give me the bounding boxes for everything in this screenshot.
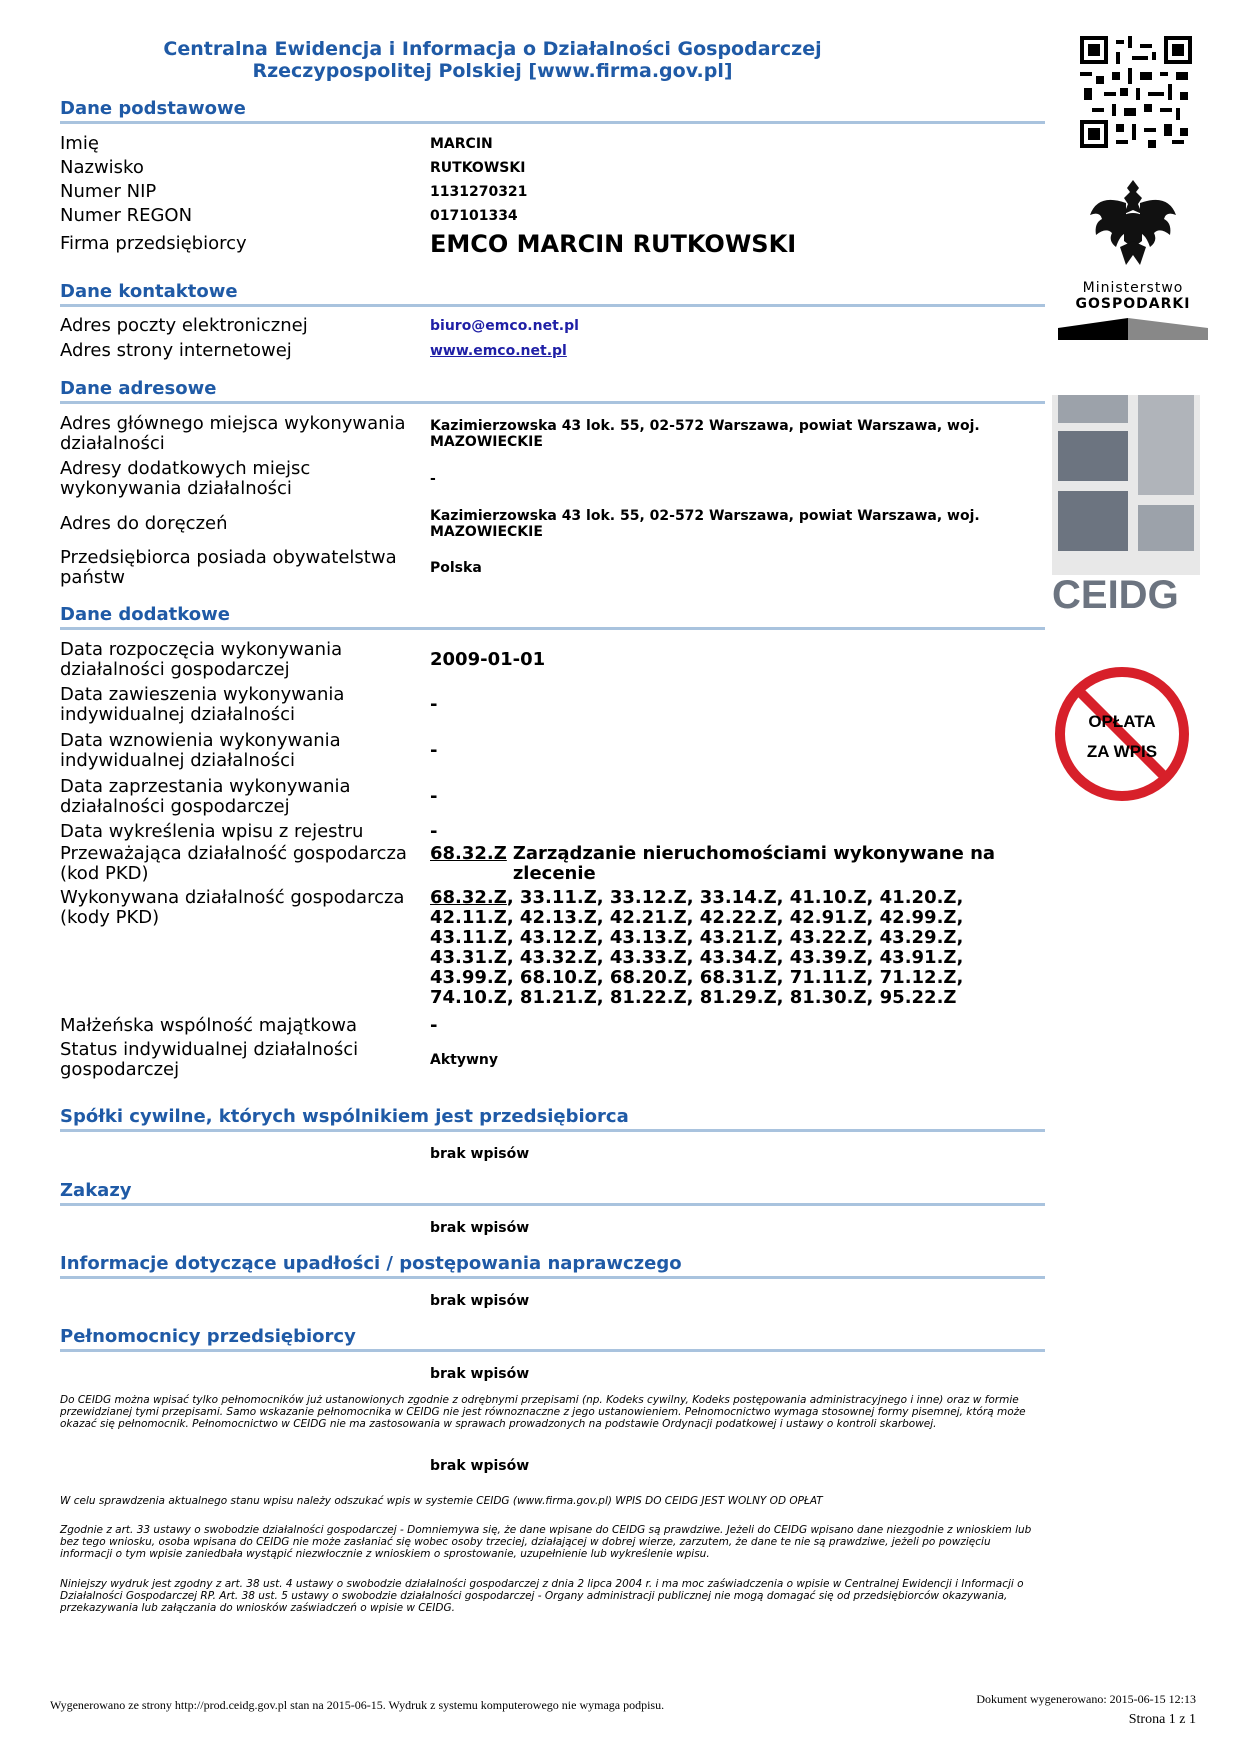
stamp-text-line2: ZA WPIS: [1086, 742, 1158, 761]
field-value: -: [430, 821, 438, 842]
footer-left: Wygenerowano ze strony http://prod.ceidg.gov.pl stan na 2015-06-15. Wydruk z systemu komputerowego nie wymaga podpisu.: [50, 1698, 665, 1712]
empty-value: brak wpisów: [430, 1458, 530, 1474]
field-value: -: [430, 786, 438, 807]
field-row: [60, 156, 1045, 180]
section-upadlosc: [60, 1253, 1045, 1309]
section-title: Pełnomocnicy przedsiębiorcy: [60, 1326, 1045, 1352]
section-title: Dane dodatkowe: [60, 604, 1045, 630]
note-pelnomocnicy: Do CEIDG można wpisać tylko pełnomocników już ustanowionych zgodnie z odrębnymi przepisami (np. Kodeks cywilny, Kodeks postępowania administracyjnego i inne) oraz w formie przewidzianej tymi przepisami. Samo wskazanie pełnomocnika w CEIDG nie jest równoznaczne z jego ustanowieniem. Pełnomocnictwo wymaga stosownej formy pisemnej, którą może okazać się pełnomocnik. Pełnomocnictwo w CEIDG nie ma zastosowania w sprawach prowadzonych na podstawie Ordynacji podatkowej i ustawy o kontroli skarbowej.: [60, 1394, 1026, 1430]
section-title: Spółki cywilne, których wspólnikiem jest przedsiębiorca: [60, 1106, 1045, 1132]
pkd-main-desc: Zarządzanie nieruchomościami wykonywane na zlecenie: [512, 843, 996, 884]
section-title: Zakazy: [60, 1180, 1045, 1206]
ministry-name-line2: GOSPODARKI: [1075, 296, 1191, 312]
field-label: Wykonywana działalność gospodarcza (kody PKD): [60, 887, 405, 928]
no-fee-stamp-icon: [1052, 664, 1192, 804]
empty-value: brak wpisów: [430, 1146, 530, 1162]
field-row: [60, 774, 1045, 820]
ceidg-wordmark: CEIDG: [1052, 573, 1179, 617]
section-title: Dane adresowe: [60, 378, 1045, 404]
footer-right: Dokument wygenerowano: 2015-06-15 12:13: [976, 1692, 1196, 1706]
page-number: Strona 1 z 1: [1128, 1712, 1196, 1727]
website-link[interactable]: www.emco.net.pl: [430, 343, 567, 359]
field-label: Firma przedsiębiorcy: [60, 233, 247, 254]
field-row: [60, 638, 1045, 682]
field-value: 1131270321: [430, 184, 528, 200]
section-dane-kontaktowe: [60, 281, 1045, 363]
field-row: [60, 502, 1045, 546]
section-dane-dodatkowe: [60, 604, 1045, 1082]
field-row: [60, 180, 1045, 204]
field-row: [60, 1014, 1045, 1038]
header-line1: Centralna Ewidencja i Informacja o Działalności Gospodarczej: [163, 38, 822, 60]
field-value: 2009-01-01: [430, 649, 546, 670]
section-title: Informacje dotyczące upadłości / postępowania naprawczego: [60, 1253, 1045, 1279]
field-row-pkd-main: [60, 844, 1045, 888]
field-value: Polska: [430, 560, 482, 576]
field-label: Data zawieszenia wykonywania indywidualnej działalności: [60, 684, 345, 725]
note-check: W celu sprawdzenia aktualnego stanu wpisu należy odszukać wpis w systemie CEIDG (www.firma.gov.pl) WPIS DO CEIDG JEST WOLNY OD OPŁAT: [60, 1495, 823, 1507]
stamp-text-line1: OPŁATA: [1088, 712, 1156, 731]
pkd-all-rest: , 33.11.Z, 33.12.Z, 33.14.Z, 41.10.Z, 41.20.Z, 42.11.Z, 42.13.Z, 42.21.Z, 42.22.Z, 42.91.Z, 42.99.Z, 43.11.Z, 43.12.Z, 43.13.Z, 43.21.Z, 43.22.Z, 43.29.Z, 43.31.Z, 43.32.Z, 43.33.Z, 43.34.Z, 43.39.Z, 43.91.Z, 43.99.Z, 68.10.Z, 68.20.Z, 68.31.Z, 71.11.Z, 71.12.Z, 74.10.Z, 81.21.Z, 81.22.Z, 81.29.Z, 81.30.Z, 95.22.Z: [430, 887, 964, 1008]
field-label: Numer NIP: [60, 181, 157, 202]
field-row: [60, 546, 1045, 590]
field-row: [60, 412, 1045, 456]
document-header: [0, 38, 985, 82]
field-label: Adresy dodatkowych miejsc wykonywania działalności: [60, 458, 311, 499]
field-value: Kazimierzowska 43 lok. 55, 02-572 Warszawa, powiat Warszawa, woj. MAZOWIECKIE: [430, 508, 980, 540]
field-row: [60, 132, 1045, 156]
field-row: [60, 456, 1045, 502]
section-pelnomocnicy: [60, 1326, 1045, 1382]
section-title: Dane podstawowe: [60, 98, 1045, 124]
field-row: [60, 313, 1045, 339]
field-value: 017101334: [430, 208, 518, 224]
field-value: -: [430, 471, 436, 487]
field-row: [60, 228, 1045, 260]
field-value: MARCIN: [430, 136, 493, 152]
field-label: Adres do doręczeń: [60, 513, 228, 534]
field-row-pkd-all: [60, 888, 1045, 1014]
field-label: Data zaprzestania wykonywania działalności gospodarczej: [60, 776, 351, 817]
section-zakazy: [60, 1180, 1045, 1236]
email-link[interactable]: biuro@emco.net.pl: [430, 318, 579, 334]
no-fee-stamp: [1052, 664, 1192, 804]
empty-value: brak wpisów: [430, 1293, 530, 1309]
field-value: -: [430, 694, 438, 715]
empty-value: brak wpisów: [430, 1366, 530, 1382]
pkd-main-code: 68.32.Z: [430, 843, 507, 864]
field-label: Małżeńska wspólność majątkowa: [60, 1015, 357, 1036]
eagle-emblem-icon: [1088, 175, 1178, 274]
header-line2: Rzeczypospolitej Polskiej [www.firma.gov.pl]: [252, 60, 733, 82]
ceidg-logo: [1052, 395, 1200, 618]
note-art33: Zgodnie z art. 33 ustawy o swobodzie działalności gospodarczej - Domniemywa się, że dane wpisane do CEIDG są prawdziwe. Jeżeli do CEIDG wpisano dane niezgodnie z wnioskiem lub bez tego wniosku, osoba wpisana do CEIDG nie może zasłaniać się wobec osoby trzeciej, działającej w dobrej wierze, zarzutem, że dane te nie są prawdziwe, jeżeli po powzięciu informacji o tym wpisie zaniedbała wystąpić niezwłocznie z wnioskiem o sprostowanie, uzupełnienie lub wykreślenie wpisu.: [60, 1524, 1032, 1560]
section-dane-podstawowe: [60, 98, 1045, 260]
field-value: RUTKOWSKI: [430, 160, 526, 176]
field-label: Data wykreślenia wpisu z rejestru: [60, 821, 364, 842]
section-title: Dane kontaktowe: [60, 281, 1045, 307]
field-row: [60, 339, 1045, 363]
field-label: Adres strony internetowej: [60, 340, 292, 361]
field-label: Nazwisko: [60, 157, 144, 178]
field-label: Przeważająca działalność gospodarcza (kod PKD): [60, 843, 407, 884]
section-dane-adresowe: [60, 378, 1045, 590]
field-label: Imię: [60, 133, 99, 154]
pkd-all-first: 68.32.Z: [430, 887, 507, 908]
field-value: -: [430, 740, 438, 761]
company-name: EMCO MARCIN RUTKOWSKI: [430, 230, 797, 258]
ceidg-mark-icon: [1052, 395, 1200, 579]
field-label: Data rozpoczęcia wykonywania działalności gospodarczej: [60, 639, 343, 680]
field-row: [60, 1038, 1045, 1082]
field-row: [60, 682, 1045, 728]
field-label: Adres głównego miejsca wykonywania działalności: [60, 413, 406, 454]
field-row: [60, 204, 1045, 228]
field-value: -: [430, 1015, 438, 1036]
field-value: Kazimierzowska 43 lok. 55, 02-572 Warszawa, powiat Warszawa, woj. MAZOWIECKIE: [430, 418, 980, 450]
ministry-name-line1: Ministerstwo: [1082, 280, 1184, 296]
note-art38: Niniejszy wydruk jest zgodny z art. 38 ust. 4 ustawy o swobodzie działalności gospodarczej z dnia 2 lipca 2004 r. i ma moc zaświadczenia o wpisie w Centralnej Ewidencji i Informacji o Działalności Gospodarczej RP. Art. 38 ust. 5 ustawy o swobodzie działalności gospodarczej - Organy administracji publicznej nie mogą domagać się od przedsiębiorców okazywania, przekazywania lub załączania do wniosków zaświadczeń o wpisie w CEIDG.: [60, 1578, 1024, 1614]
field-label: Przedsiębiorca posiada obywatelstwa państw: [60, 547, 397, 588]
field-row: [60, 820, 1045, 844]
empty-value: brak wpisów: [430, 1220, 530, 1236]
ministry-stripe-icon: [1058, 316, 1208, 346]
qr-code-icon: [1080, 36, 1192, 148]
field-label: Status indywidualnej działalności gospodarczej: [60, 1039, 359, 1080]
field-row: [60, 728, 1045, 774]
field-label: Adres poczty elektronicznej: [60, 315, 308, 336]
field-label: Data wznowienia wykonywania indywidualnej działalności: [60, 730, 341, 771]
ministry-logo: [1058, 175, 1208, 346]
status-value: Aktywny: [430, 1052, 498, 1068]
section-spolki: [60, 1106, 1045, 1162]
field-label: Numer REGON: [60, 205, 193, 226]
